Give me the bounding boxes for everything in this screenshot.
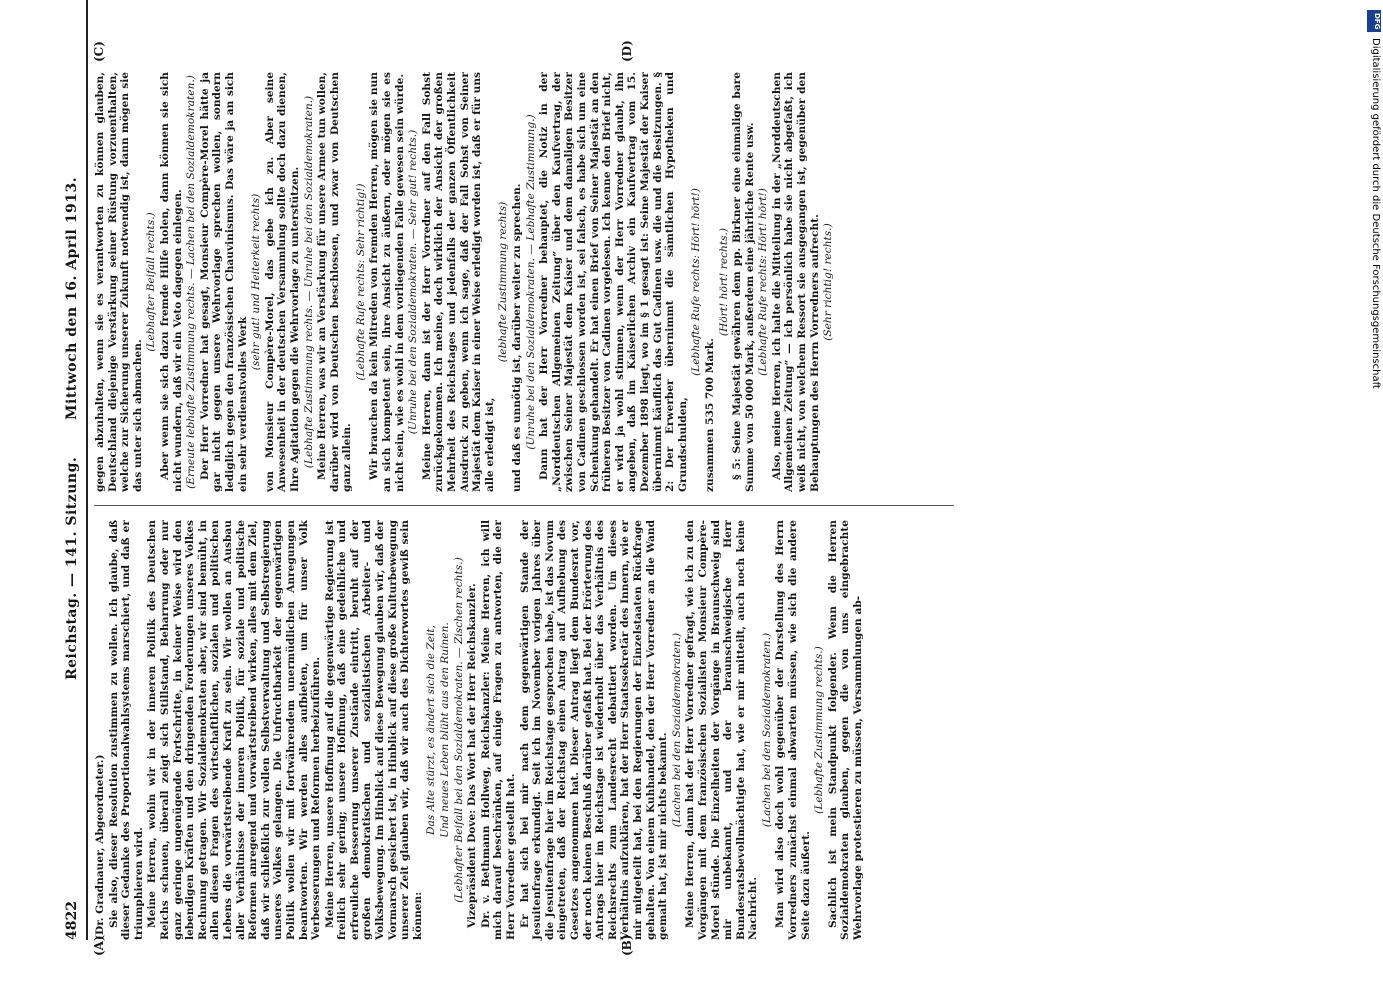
paragraph: Wir brauchen da kein Mitreden von fremden Herren, mögen sie nun an sich kompetent sein, ihre Ansicht zu äußern, oder mögen sie es nicht sein, wie es wohl in dem vorliegenden Falle gewesen sein würde. <box>368 72 406 492</box>
column-divider <box>94 505 954 506</box>
paragraph: Der Herr Vorredner hat gesagt, Monsieur Compère-Morel hätte ja gar nicht gegen unsere Wehrvorlage sprechen wollen, sondern lediglich gegen den französischen Chauvinismus. Das wäre ja an sich ein sehr verdienstvolles Werk <box>198 72 249 492</box>
interjection-note: (Lachen bei den Sozialdemokraten.) <box>670 632 683 828</box>
interjection-note: (Unruhe bei den Sozialdemokraten. — Sehr gut! rechts.) <box>407 129 420 435</box>
interjection-note: (Lebhafter Beifall rechts.) <box>145 212 158 352</box>
interjection-note: (Lebhafte Rufe rechts: Hört! hört!) <box>757 188 770 376</box>
page-number: 4822 <box>64 901 80 940</box>
paragraph: Er hat sich bei mir nach dem gegenwärtigen Stande der Jesuitenfrage erkundigt. Seit ich im November vorigen Jahres über die Jesuitenfrage hier im Reichstage gesprochen habe, ist das Novum eingetreten, daß der Reichstag einen Antrag auf Aufhebung des Gesetzes angenommen hat. Dieser Antrag liegt dem Bundesrat vor, der noch keinen Beschluß darüber gefaßt hat. Bei der Erörterung des Antrags hier im Reichstage ist wiederholt über das Verhältnis des Reichsrechts zum Landesrecht debattiert worden. Um dieses Verhältnis aufzuklären, hat der Herr Staatssekretär des Innern, wie er mir mitgeteilt hat, bei den Regierungen der Einzelstaaten Rückfrage gehalten. Von einem Kuhhandel, den der Herr Vorredner an die Wand gemalt hat, ist mir nichts bekannt. <box>518 520 670 940</box>
paragraph: Dr. v. Bethmann Hollweg, Reichskanzler: Meine Herren, ich will mich darauf beschränken, auf einige Fragen zu antworten, die der Herr Vorredner gestellt hat. <box>479 520 517 940</box>
speaker-label: (Dr. Gradnauer, Abgeordneter.) <box>94 754 106 940</box>
paragraph: Sachlich ist mein Standpunkt folgender. Wenn die Herren Sozialdemokraten glauben, gegen die von uns eingebrachte Wehrvorlage protestieren zu müssen, Versammlungen ab- <box>826 520 865 940</box>
interjection-note: (Lebhafte Rufe rechts: Hört! hört!) <box>690 188 703 376</box>
paragraph: von Monsieur Compère-Morel, das gebe ich zu. Aber seine Anwesenheit in der deutschen Versammlung sollte doch dazu dienen, Ihre Agitation gegen die Wehrvorlage zu unterstützen. <box>263 72 301 492</box>
paragraph: gegen abzuhalten, wenn sie es verantworten zu können glauben, Deutschland diejenige Verstärkung seiner Rüstung vorzuenthalten, welche zur Sicherung unserer Zukunft notwendig ist, dann mögen sie das unter sich abmachen. <box>94 72 144 492</box>
verse-line: Und neues Leben blüht aus den Ruinen. <box>439 622 452 838</box>
interjection-note: (Unruhe bei den Sozialdemokraten. — Lebhafte Zustimmung.) <box>524 114 537 450</box>
right-column <box>94 72 836 492</box>
interjection-note: (Erneute lebhafte Zustimmung rechts. — Lachen bei den Sozialdemokraten.) <box>185 75 198 489</box>
interjection-note: (Lebhafter Beifall bei den Sozialdemokraten. — Zischen rechts.) <box>452 557 465 903</box>
paragraph: Meine Herren, dann ist der Herr Vorredner auf den Fall Sohst zurückgekommen. Ich meine, doch wirklich der Ansicht der großen Mehrheit des Reichstages und jedenfalls der ganzen Öffentlichkeit Ausdruck zu geben, wenn ich sage, daß der Fall Sohst von Seiner Majestät dem Kaiser in einer Weise erledigt worden ist, daß er für uns alle erledigt ist, <box>420 72 496 492</box>
interjection-note: (Lebhafte Zustimmung rechts.) <box>813 646 826 814</box>
paragraph: zusammen 535 700 Mark. <box>703 338 716 492</box>
margin-mark-a: (A) <box>92 935 106 956</box>
dfg-logo: DFG <box>1367 10 1381 32</box>
interjection-note: (Lebhafte Zustimmung rechts. — Unruhe bei den Sozialdemokraten.) <box>302 95 315 469</box>
margin-mark-d: (D) <box>620 40 634 62</box>
margin-mark-c: (C) <box>92 41 106 62</box>
paragraph: Vizepräsident Dove: Das Wort hat der Herr Reichskanzler. <box>466 583 479 928</box>
paragraph: § 5: Seine Majestät gewähren dem pp. Birkner eine einmalige bare Summe von 50 000 Mark, außerdem eine jährliche Rente usw. <box>731 72 756 492</box>
paragraph: Sie also, dieser Resolution zustimmen zu wollen. Ich glaube, daß dieser Gedanke des Proportionalwahlsystems marschiert, und daß er triumphieren wird. <box>107 520 145 940</box>
interjection-note: (lebhafte Zustimmung rechts) <box>497 201 510 363</box>
paragraph: Man wird also doch wohl gegenüber der Darstellung des Herrn Vorredners zunächst einmal abwarten müssen, wie sich die andere Seite dazu äußert. <box>774 520 812 940</box>
margin-mark-b: (B) <box>620 934 634 956</box>
dfg-credit-text: Digitalisierung gefördert durch die Deutsche Forschungsgemeinschaft <box>1370 38 1381 389</box>
paragraph: Dann hat der Herr Vorredner behauptet, die Notiz in der „Norddeutschen Allgemeinen Zeitung“ über den Kaufvertrag, der zwischen Seiner Majestät dem Kaiser und dem damaligen Besitzer von Cadinen geschlossen worden ist, sei falsch, es habe sich um eine Schenkung gehandelt. Er hat einen Brief von Seiner Majestät an den früheren Besitzer von Cadinen vorgelesen. Ich kenne den Brief nicht, er wird ja wohl stimmen, wenn der Herr Vorredner glaubt, ihn angeben, daß im Kaiserlichen Archiv ein Kaufvertrag vom 15. Dezember 1898 liegt, wo im § 1 gesagt ist: Seine Majestät der Kaiser übernimmt käuflich das Gut Cadinen usw. die und die Besitzungen. § 2: Der Erwerber übernimmt die sämtlichen Hypotheken und Grundschulden, <box>538 72 689 492</box>
session-date: Mittwoch den 16. April 1913. <box>64 176 80 420</box>
paragraph: Also, meine Herren, ich halte die Mitteilung in der „Norddeutschen Allgemeinen Zeitung“ — ich persönlich habe sie nicht abgefaßt, ich weiß nicht, von welchem Ressort sie ausgegangen ist, gegenüber den Behauptungen des Herrn Vorredners aufrecht. <box>770 72 821 492</box>
paragraph: Meine Herren, unsere Hoffnung auf die gegenwärtige Regierung ist freilich sehr gering; unsere Hoffnung, daß eine gedeihliche und erfreuliche Besserung unserer Zustände eintritt, beruht auf der großen demokratischen und sozialistischen Arbeiter- und Volksbewegung. Im Hinblick auf diese Bewegung glauben wir, daß der Vormarsch gesichert ist, in Hinblick auf diese große Kulturbewegung unserer Zeit glauben wir, daß wir auch des Dichterwortes gewiß sein können: <box>323 520 424 940</box>
paragraph: Meine Herren, was wir an Verstärkung für unsere Armee tun wollen, darüber wird von Deutschen beschlossen, und zwar von Deutschen ganz allein. <box>316 72 354 492</box>
interjection-note: (Lebhafte Rufe rechts: Sehr richtig!) <box>354 183 367 381</box>
interjection-note: (Sehr richtig! rechts.) <box>822 223 835 341</box>
interjection-note: (Hört! hört! rechts.) <box>717 227 730 337</box>
dfg-credit <box>1365 10 1381 990</box>
interjection-note: (Lachen bei den Sozialdemokraten.) <box>760 632 773 828</box>
session-title: Reichstag. — 141. Sitzung. <box>64 456 80 680</box>
paragraph: Meine Herren, dann hat der Herr Vorredner gefragt, wie ich zu den Vorgängen mit dem französischen Sozialisten Monsieur Compère-Morel stünde. Die Einzelheiten der Vorgänge in Braunschweig sind mir unbekannt, und der braunschweigische Herr Bundesratsbevollmächtigte hat, wie er mir mitteilt, auch noch keine Nachricht. <box>684 520 760 940</box>
paragraph: Aber wenn sie sich dazu fremde Hilfe holen, dann können sie sich nicht wundern, daß wir ein Veto dagegen einlegen. <box>158 72 184 492</box>
verse-line: Das Alte stürzt, es ändert sich die Zeit, <box>425 624 438 836</box>
paragraph: und daß es unnötig ist, darüber weiter zu sprechen. <box>511 183 523 492</box>
paragraph: Meine Herren, wohin wir in der inneren Politik des Deutschen Reichs schauen, überall zeigt sich Stillstand, Beharrung oder nur ganz geringe ungenügende Fortschritte, in keiner Weise wird den lebendigen Kräften und den dringenden Forderungen unseres Volkes Rechnung getragen. Wir Sozialdemokraten aber, wir sind bemüht, in allen diesen Fragen des wirtschaftlichen, sozialen und politischen Lebens die vorwärtstreibende Kraft zu sein. Wir wollen an Ausbau aller Verhältnisse der inneren Politik, für soziale und politische Reformen anregend und vorwärtstreibend wirken, alles mit dem Ziel, daß wir schließlich zur vollen Selbstverwaltung und Selbstregierung unseres Volkes gelangen. Die Unfruchtbarkeit der gegenwärtigen Politik wollen wir mit fortwährendem unermüdlichen Anregungen beantworten. Wir werden alles aufbieten, um für unser Volk Verbesserungen und Reformen herbeizuführen. <box>146 520 323 940</box>
page-header <box>60 60 86 940</box>
header-rule <box>86 0 88 940</box>
left-column <box>94 520 866 940</box>
interjection-note: (sehr gut! und Heiterkeit rechts) <box>250 193 263 371</box>
rotated-page-content <box>60 40 1330 956</box>
